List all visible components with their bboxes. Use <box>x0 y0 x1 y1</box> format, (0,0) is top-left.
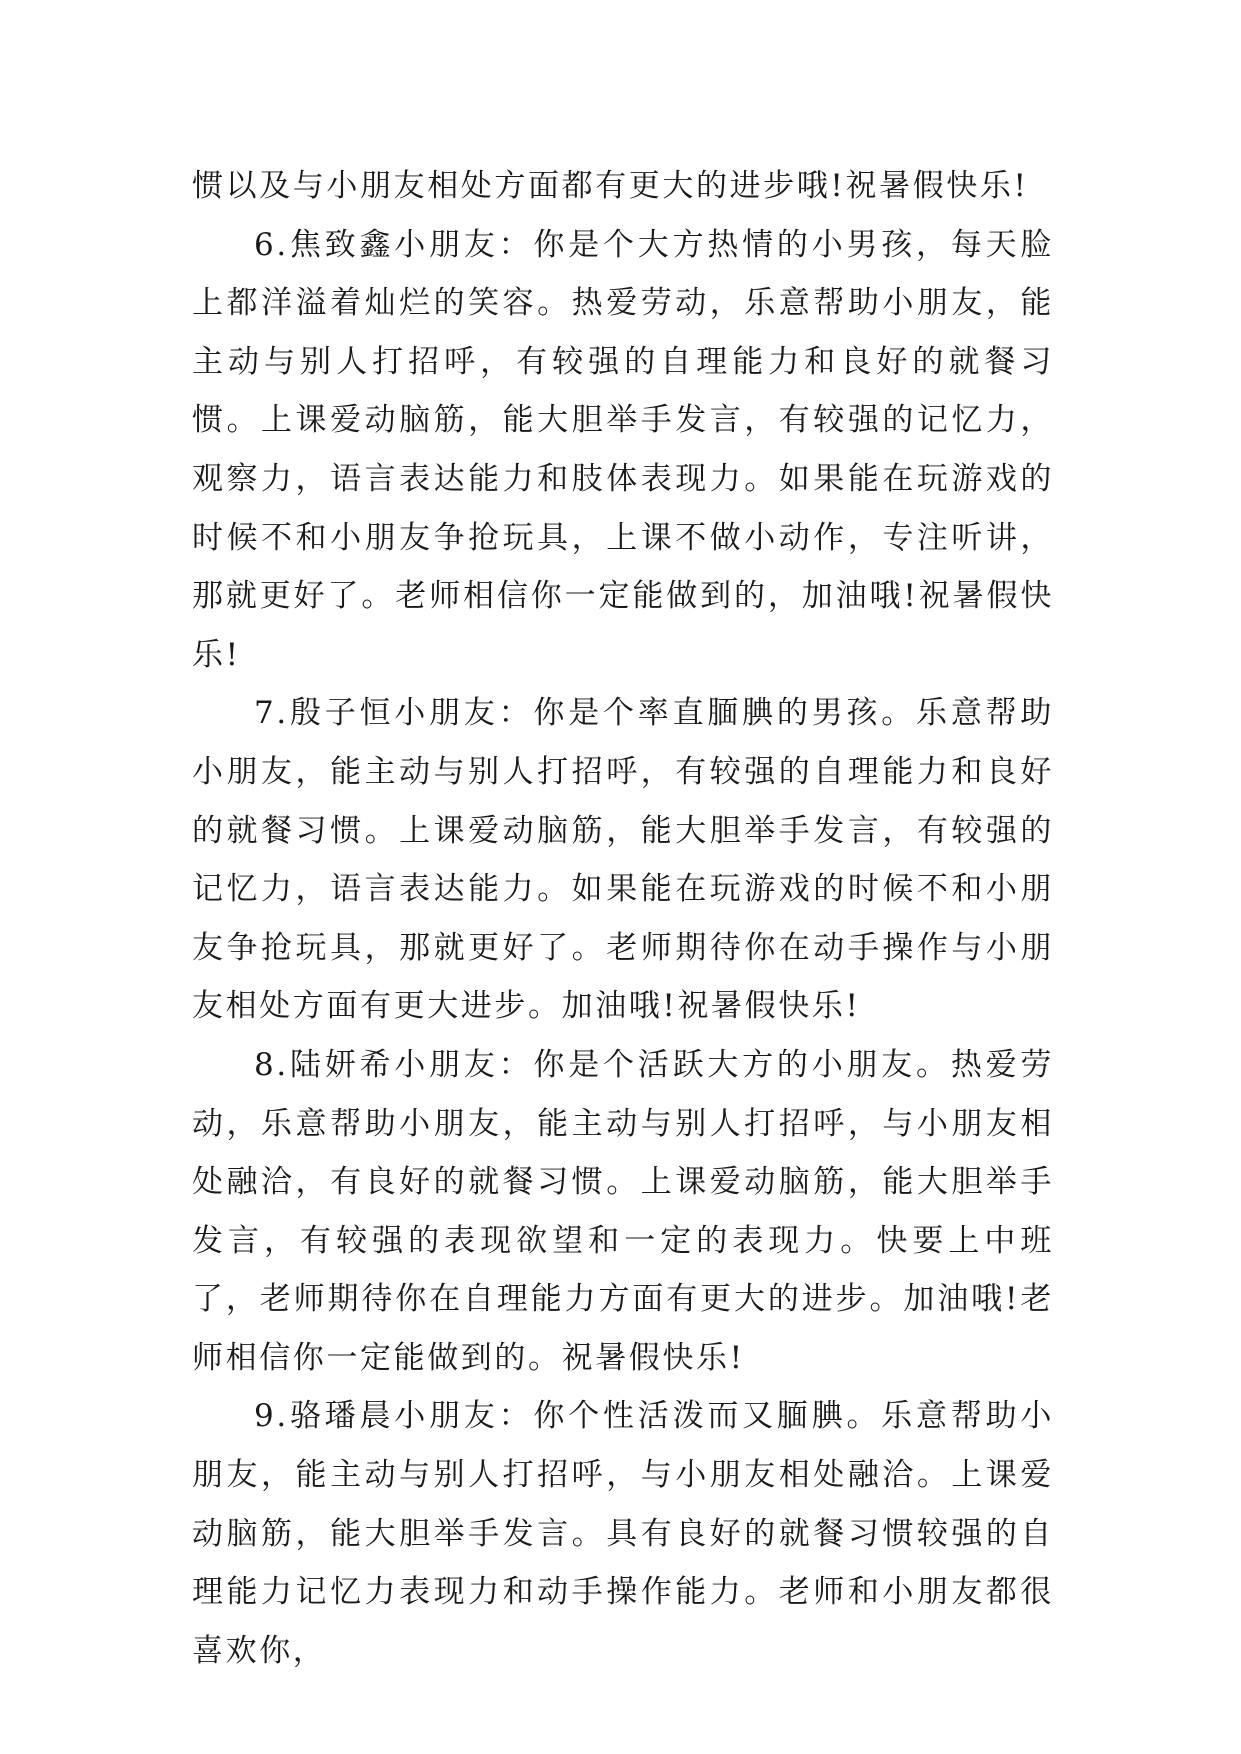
paragraph-continuation: 惯以及与小朋友相处方面都有更大的进步哦!祝暑假快乐! <box>192 168 1029 204</box>
document-body <box>192 157 1054 1680</box>
paragraph-comment-9: 9.骆璠晨小朋友：你个性活泼而又腼腆。乐意帮助小朋友，能主动与别人打招呼，与小朋友相处融洽。上课爱动脑筋，能大胆举手发言。具有良好的就餐习惯较强的自理能力记忆力表现力和动手操作能力。老师和小朋友都很喜欢你， <box>192 1398 1054 1669</box>
paragraph-comment-8: 8.陆妍希小朋友：你是个活跃大方的小朋友。热爱劳动，乐意帮助小朋友，能主动与别人打招呼，与小朋友相处融洽，有良好的就餐习惯。上课爱动脑筋，能大胆举手发言，有较强的表现欲望和一定的表现力。快要上中班了，老师期待你在自理能力方面有更大的进步。加油哦!老师相信你一定能做到的。祝暑假快乐! <box>192 1046 1054 1376</box>
paragraph-comment-6: 6.焦致鑫小朋友：你是个大方热情的小男孩，每天脸上都洋溢着灿烂的笑容。热爱劳动，乐意帮助小朋友，能主动与别人打招呼，有较强的自理能力和良好的就餐习惯。上课爱动脑筋，能大胆举手发言，有较强的记忆力，观察力，语言表达能力和肢体表现力。如果能在玩游戏的时候不和小朋友争抢玩具，上课不做小动作，专注听讲，那就更好了。老师相信你一定能做到的，加油哦!祝暑假快乐! <box>192 226 1054 673</box>
paragraph-comment-7: 7.殷子恒小朋友：你是个率直腼腆的男孩。乐意帮助小朋友，能主动与别人打招呼，有较强的自理能力和良好的就餐习惯。上课爱动脑筋，能大胆举手发言，有较强的记忆力，语言表达能力。如果能在玩游戏的时候不和小朋友争抢玩具，那就更好了。老师期待你在动手操作与小朋友相处方面有更大进步。加油哦!祝暑假快乐! <box>192 695 1054 1025</box>
